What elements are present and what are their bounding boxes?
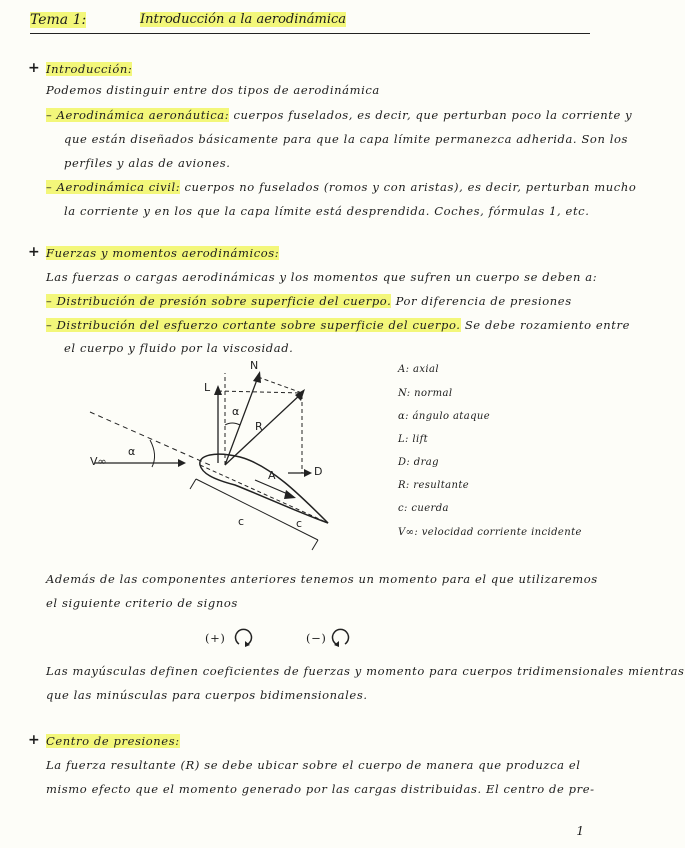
text-line: Además de las componentes anteriores tenemos un momento para el que utilizaremos	[46, 572, 598, 586]
legend-item: A: axial	[398, 364, 439, 375]
text-line: que las minúsculas para cuerpos bidimensionales.	[46, 688, 368, 702]
text-line: el cuerpo y fluido por la viscosidad.	[64, 341, 294, 355]
list-item: – Aerodinámica aeronáutica: cuerpos fuselados, es decir, que perturban poco la corriente y	[46, 108, 633, 122]
lift-label: L	[204, 381, 211, 394]
text-line: el siguiente criterio de signos	[46, 596, 238, 610]
title-underline	[30, 33, 590, 34]
text-line: que están diseñados básicamente para que la capa límite permanezca adherida. Son los	[64, 132, 629, 146]
bullet-plus-icon: +	[28, 244, 40, 260]
legend-item: V∞: velocidad corriente incidente	[398, 527, 582, 538]
section-heading-intro: Introducción:	[46, 62, 133, 76]
text-line: Las mayúsculas definen coeficientes de fuerzas y momento para cuerpos tridimensionales mientras	[46, 664, 685, 678]
chord-small-label: c	[296, 517, 303, 530]
legend-item: α: ángulo ataque	[398, 411, 491, 422]
vinf-label: V∞	[90, 455, 107, 468]
airfoil-force-diagram	[0, 355, 400, 565]
page-number: 1	[576, 824, 584, 838]
positive-sign-label: (+)	[205, 631, 226, 645]
topic-label: Tema 1:	[30, 12, 87, 28]
list-item: – Distribución de presión sobre superficie del cuerpo. Por diferencia de presiones	[46, 294, 572, 308]
legend-item: c: cuerda	[398, 503, 449, 514]
resultant-label: R	[255, 420, 263, 433]
legend-item: D: drag	[398, 457, 439, 468]
legend-item: N: normal	[398, 388, 453, 399]
section-heading-pressure: Centro de presiones:	[46, 734, 180, 748]
text-line: Las fuerzas o cargas aerodinámicas y los momentos que sufren un cuerpo se deben a:	[46, 270, 598, 284]
axial-label: A	[268, 469, 276, 482]
alpha-label: α	[128, 445, 136, 458]
text-line: La fuerza resultante (R) se debe ubicar sobre el cuerpo de manera que produzca el	[46, 758, 581, 772]
chord-label: c	[238, 515, 245, 528]
counterclockwise-moment-icon	[330, 626, 352, 648]
normal-label: N	[250, 359, 259, 372]
alpha-small-label: α	[232, 405, 240, 418]
clockwise-moment-icon	[232, 626, 254, 648]
list-item: – Distribución del esfuerzo cortante sobre superficie del cuerpo. Se debe rozamiento entre	[46, 318, 631, 332]
section-heading-forces: Fuerzas y momentos aerodinámicos:	[46, 246, 280, 260]
text-line: Podemos distinguir entre dos tipos de aerodinámica	[46, 83, 380, 97]
text-line: perfiles y alas de aviones.	[64, 156, 231, 170]
legend-item: L: lift	[398, 434, 429, 445]
drag-label: D	[314, 465, 323, 478]
legend-item: R: resultante	[398, 480, 470, 491]
text-line: la corriente y en los que la capa límite está desprendida. Coches, fórmulas 1, etc.	[64, 204, 590, 218]
bullet-plus-icon: +	[28, 60, 40, 76]
list-item: – Aerodinámica civil: cuerpos no fuselados (romos y con aristas), es decir, perturban mucho	[46, 180, 637, 194]
negative-sign-label: (−)	[306, 631, 327, 645]
topic-title: Introducción a la aerodinámica	[140, 12, 347, 27]
text-line: mismo efecto que el momento generado por las cargas distribuidas. El centro de pre-	[46, 782, 595, 796]
bullet-plus-icon: +	[28, 732, 40, 748]
